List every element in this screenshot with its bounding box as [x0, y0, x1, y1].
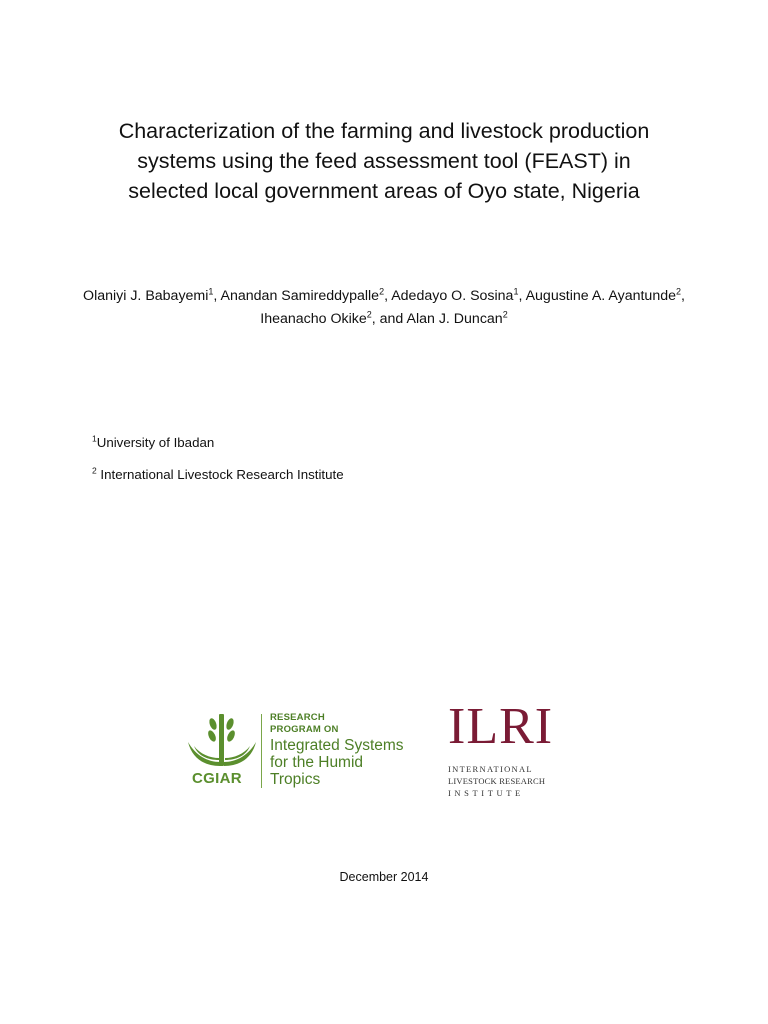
author-name: Adedayo O. Sosina [391, 288, 514, 304]
author-separator: , and [371, 311, 407, 327]
author-name: Alan J. Duncan [406, 311, 503, 327]
author-separator: , [681, 288, 685, 304]
ilri-subtitle-line: INTERNATIONAL [448, 764, 533, 774]
author-name: Anandan Samireddypalle [220, 288, 380, 304]
affiliation-2 [92, 467, 344, 482]
author-separator: , [213, 288, 221, 304]
program-name-line: Integrated Systems [270, 737, 404, 754]
author-separator: , [384, 288, 392, 304]
affiliation-number: 2 [92, 465, 97, 476]
affiliation-name: University of Ibadan [96, 435, 215, 450]
program-name-line: for the Humid [270, 754, 364, 771]
program-name-line: Tropics [270, 771, 321, 788]
logo-divider [261, 714, 262, 788]
affiliation-number: 1 [92, 433, 97, 444]
affiliation-marker: 2 [366, 309, 372, 320]
affiliation-1 [92, 435, 214, 450]
author-name: Olaniyi J. Babayemi [83, 288, 209, 304]
affiliation-name: International Livestock Research Institute [96, 467, 344, 482]
author-name: Iheanacho Okike [260, 311, 367, 327]
publication-date: December 2014 [339, 870, 429, 884]
cgiar-humidtropics-logo [186, 712, 426, 792]
ilri-wordmark: ILRI [448, 698, 554, 755]
affiliation-marker: 1 [208, 286, 214, 297]
ilri-subtitle-line: LIVESTOCK RESEARCH [448, 776, 546, 786]
ilri-logo [448, 698, 554, 800]
affiliation-marker: 2 [676, 286, 682, 297]
ilri-subtitle-line: INSTITUTE [448, 788, 524, 798]
program-on-label: PROGRAM ON [270, 724, 339, 735]
document-title: Characterization of the farming and livestock production systems using the feed assessment tool (FEAST) in selected local government areas of Oyo state, Nigeria [118, 119, 650, 203]
affiliation-marker: 2 [502, 309, 508, 320]
author-separator: , [518, 288, 526, 304]
research-label: RESEARCH [270, 712, 325, 723]
cgiar-wordmark: CGIAR [192, 770, 242, 787]
author-list [70, 285, 698, 331]
affiliation-marker: 2 [379, 286, 385, 297]
affiliation-marker: 1 [513, 286, 519, 297]
author-name: Augustine A. Ayantunde [525, 288, 676, 304]
